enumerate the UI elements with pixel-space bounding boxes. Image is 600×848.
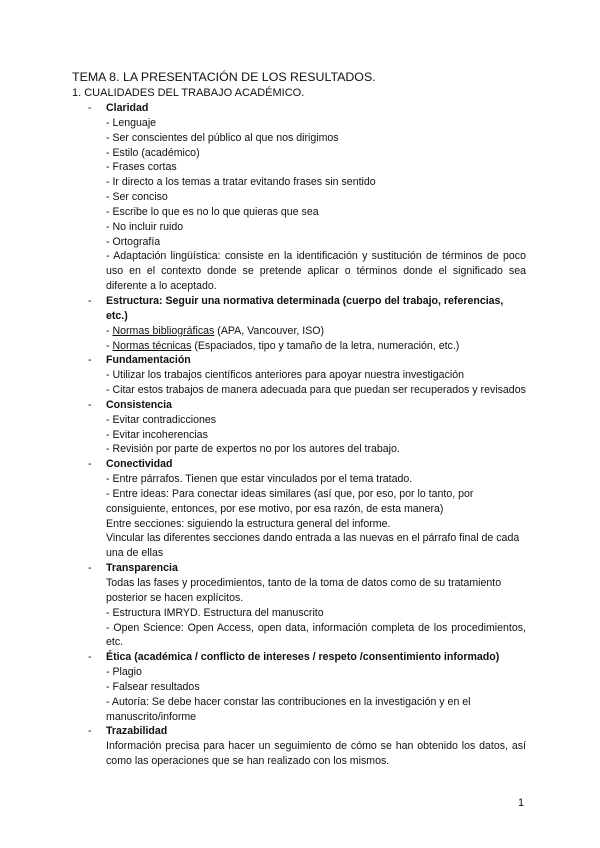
heading-text: Fundamentación: [106, 354, 191, 367]
list-item: - Estructura IMRYD. Estructura del manuscrito: [106, 606, 324, 619]
section-heading: [88, 724, 526, 739]
heading-text: Consistencia: [106, 398, 172, 411]
list-item: - Plagio: [106, 666, 142, 679]
section-subtitle: 1. CUALIDADES DEL TRABAJO ACADÉMICO.: [72, 87, 305, 99]
list-item: - No incluir ruido: [106, 220, 184, 233]
section-estructura: [88, 294, 526, 353]
list-item: - Citar estos trabajos de manera adecuada para que puedan ser recuperados y revisados: [106, 384, 526, 397]
list-item: - Falsear resultados: [106, 680, 200, 693]
section-heading: [88, 294, 526, 324]
heading-text: Estructura: Seguir una normativa determinada (cuerpo del trabajo, referencias, etc.): [106, 294, 504, 322]
heading-text: Transparencia: [106, 562, 178, 575]
underlined-term: Normas bibliográficas: [112, 324, 215, 337]
section-fundamentacion: [88, 353, 526, 398]
list-item: - Autoría: Se debe hacer constar las contribuciones en la investigación y en el manuscrito/informe: [106, 695, 471, 723]
bullet-dash: -: [88, 458, 92, 471]
list-item: [88, 339, 526, 354]
bullet-dash: -: [88, 294, 92, 307]
heading-text: Trazabilidad: [106, 725, 168, 738]
list-item: - Entre ideas: Para conectar ideas similares (así que, por eso, por lo tanto, por consiguiente, entonces, por ese motivo, por esa razón, de esta manera): [106, 487, 474, 515]
section-conectividad: [88, 457, 526, 561]
list-item: - Frases cortas: [106, 161, 177, 174]
section-transparencia: [88, 561, 526, 650]
page-number: 1: [518, 797, 525, 809]
bullet-dash: -: [88, 398, 92, 411]
list-item: - Lenguaje: [106, 116, 157, 129]
list-item: - Revisión por parte de expertos no por los autores del trabajo.: [106, 443, 400, 456]
list-item: - Ortografía: [106, 235, 161, 248]
list-item: Todas las fases y procedimientos, tanto de la toma de datos como de su tratamiento posterior se hacen explícitos.: [106, 577, 502, 604]
list-item: - Adaptación lingüística: consiste en la identificación y sustitución de términos de poco uso en el contexto donde se pretende aplicar o términos donde el significado sea diferente a lo aceptado.: [106, 250, 526, 293]
bullet-dash: -: [88, 651, 92, 664]
section-heading: [88, 398, 526, 413]
section-heading: [88, 353, 526, 368]
item-prefix: -: [106, 324, 113, 337]
section-heading: [88, 457, 526, 472]
list-item: - Utilizar los trabajos científicos anteriores para apoyar nuestra investigación: [106, 369, 465, 382]
list-item: - Evitar contradicciones: [106, 413, 217, 426]
heading-text: Claridad: [106, 102, 149, 114]
section-heading: [88, 101, 526, 116]
bullet-dash: -: [88, 102, 92, 114]
heading-text: Conectividad: [106, 458, 173, 471]
heading-text: Ética (académica / conflicto de intereses / respeto /consentimiento informado): [106, 651, 500, 664]
item-rest: (Espaciados, tipo y tamaño de la letra, numeración, etc.): [191, 339, 460, 352]
item-rest: (APA, Vancouver, ISO): [214, 324, 325, 337]
list-item: Entre secciones: siguiendo la estructura general del informe.: [106, 517, 391, 530]
list-item: - Ser conciso: [106, 191, 168, 204]
section-heading: [88, 650, 526, 665]
section-etica: [88, 650, 526, 724]
list-item: - Entre párrafos. Tienen que estar vinculados por el tema tratado.: [106, 473, 413, 486]
bullet-dash: -: [88, 354, 92, 367]
list-item: - Evitar incoherencias: [106, 428, 208, 441]
list-item: - Open Science: Open Access, open data, información completa de los procedimientos, etc.: [106, 621, 526, 649]
bullet-dash: -: [88, 562, 92, 575]
list-item: Vincular las diferentes secciones dando entrada a las nuevas en el párrafo final de cada una de ellas: [106, 532, 520, 560]
list-item: - Escribe lo que es no lo que quieras que sea: [106, 205, 319, 218]
section-claridad: [88, 101, 526, 294]
underlined-term: Normas técnicas: [112, 339, 192, 352]
list-item: - Ir directo a los temas a tratar evitando frases sin sentido: [106, 176, 376, 189]
item-prefix: -: [106, 339, 113, 352]
list-item: - Ser conscientes del público al que nos dirigimos: [106, 131, 339, 144]
document-title: TEMA 8. LA PRESENTACIÓN DE LOS RESULTADOS.: [72, 70, 376, 84]
section-consistencia: [88, 398, 526, 457]
list-item: - Estilo (académico): [106, 146, 200, 159]
section-heading: [88, 561, 526, 576]
bullet-dash: -: [88, 725, 92, 738]
section-trazabilidad: [88, 724, 526, 769]
content-body: [88, 101, 526, 769]
list-item: [88, 324, 526, 339]
list-item: Información precisa para hacer un seguimiento de cómo se han obtenido los datos, así como las operaciones que se han realizado con los mismos.: [106, 740, 526, 768]
